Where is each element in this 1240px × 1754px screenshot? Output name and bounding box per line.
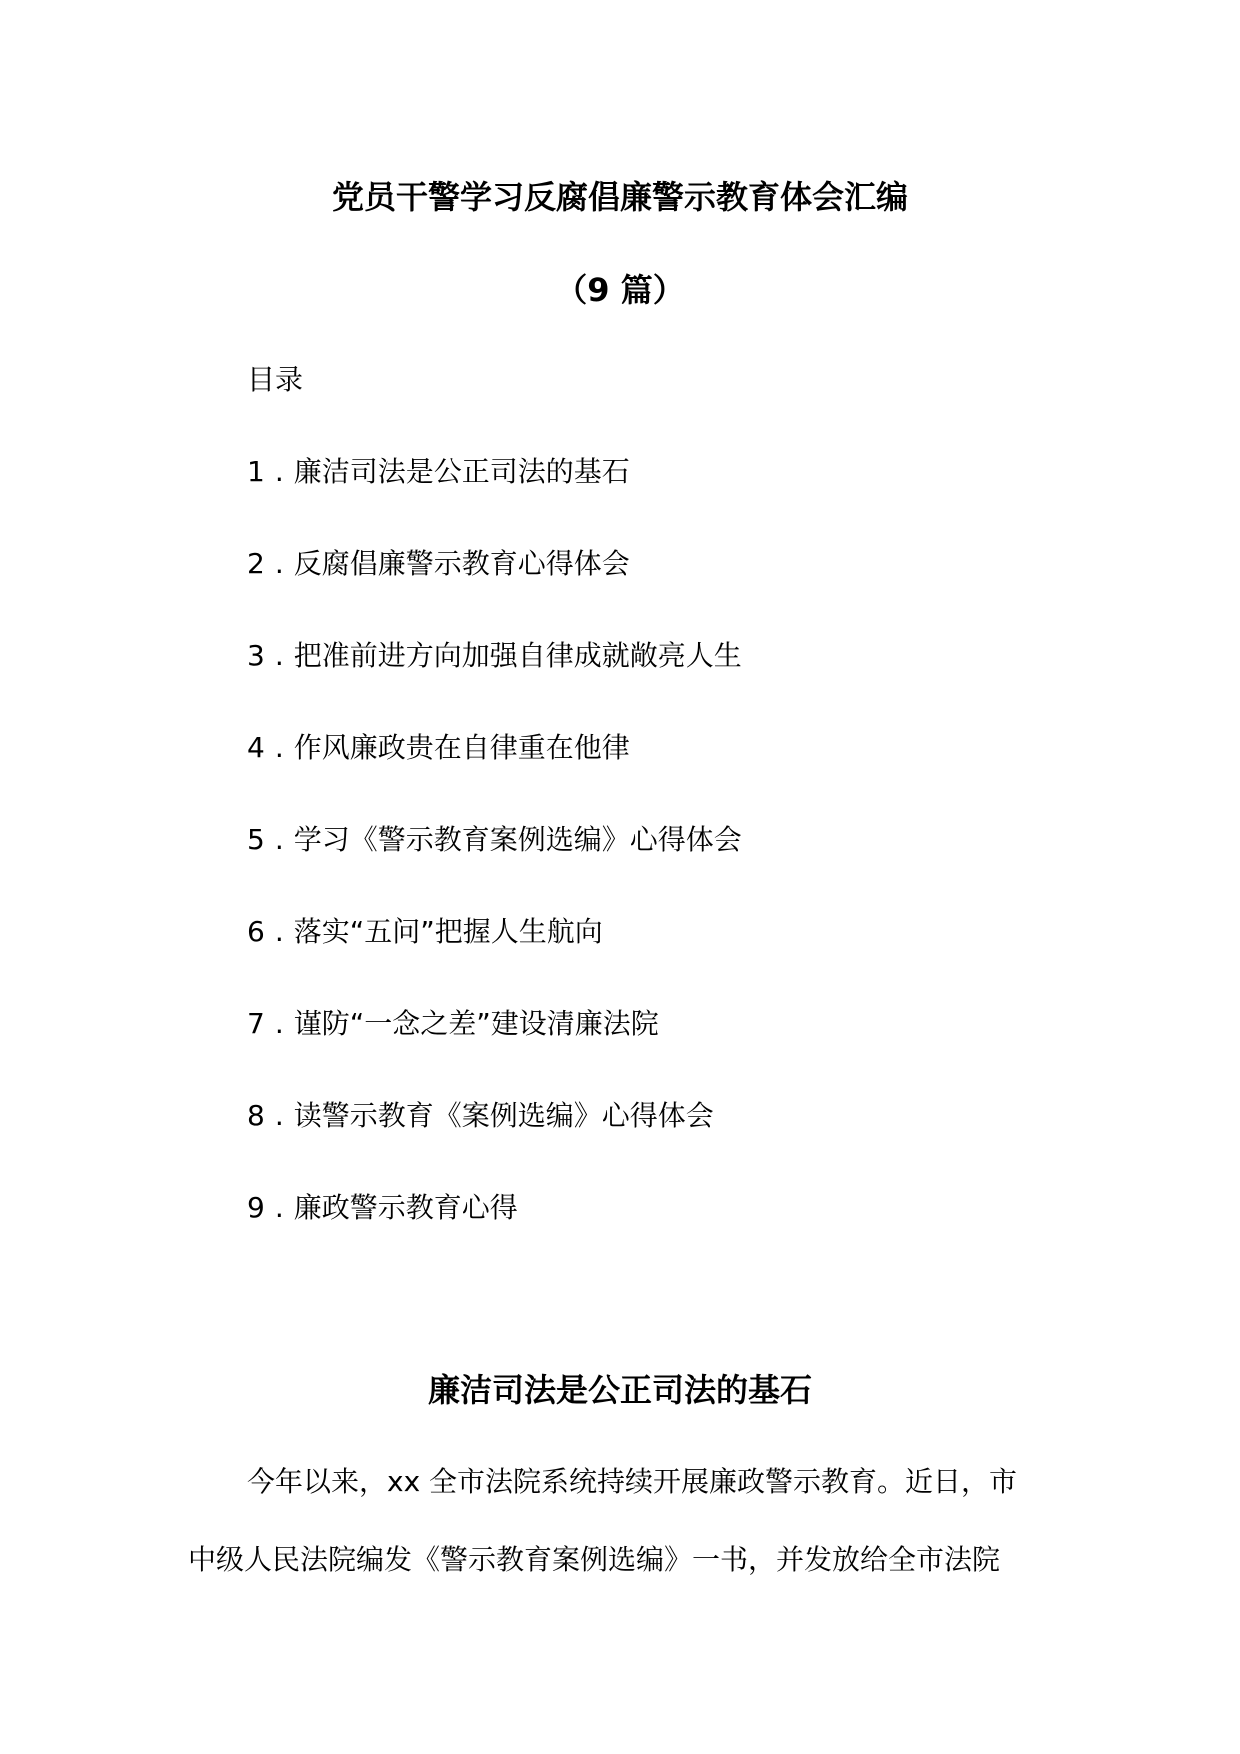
toc-heading: 目录	[247, 363, 304, 396]
toc-item	[247, 1006, 742, 1098]
toc-item-title: 学习《警示教育案例选编》心得体会	[293, 823, 742, 856]
toc-item-title: 读警示教育《案例选编》心得体会	[293, 1099, 714, 1132]
toc-item	[247, 730, 742, 822]
toc-item-separator: .	[274, 915, 284, 948]
toc-item-separator: .	[274, 547, 284, 580]
toc-item	[247, 546, 742, 638]
paragraph-line: 今年以来，xx 全市法院系统持续开展廉政警示教育。近日，市	[247, 1465, 1018, 1498]
paragraph-line: 中级人民法院编发《警示教育案例选编》一书，并发放给全市法院	[188, 1543, 1001, 1576]
toc-item-title: 廉洁司法是公正司法的基石	[293, 455, 630, 488]
toc-item	[247, 1190, 742, 1282]
toc-item-separator: .	[274, 1191, 284, 1224]
toc-item	[247, 1098, 742, 1190]
toc-item-title: 落实“五问”把握人生航向	[293, 915, 603, 948]
toc-item-separator: .	[274, 1099, 284, 1132]
toc-item	[247, 454, 742, 546]
toc-item-number: 5	[247, 823, 265, 856]
toc-item-separator: .	[274, 455, 284, 488]
toc-item-separator: .	[274, 639, 284, 672]
toc-item	[247, 914, 742, 1006]
document-subtitle: （9 篇）	[555, 271, 685, 309]
toc-item-separator: .	[274, 731, 284, 764]
toc-item-number: 6	[247, 915, 265, 948]
table-of-contents	[247, 454, 742, 1282]
toc-item-title: 把准前进方向加强自律成就敞亮人生	[293, 639, 742, 672]
toc-item-number: 7	[247, 1007, 265, 1040]
document-title: 党员干警学习反腐倡廉警示教育体会汇编	[331, 178, 908, 216]
toc-item-number: 4	[247, 731, 265, 764]
toc-item	[247, 638, 742, 730]
toc-item-title: 廉政警示教育心得	[293, 1191, 518, 1224]
section-title: 廉洁司法是公正司法的基石	[427, 1371, 812, 1409]
toc-item-title: 谨防“一念之差”建设清廉法院	[293, 1007, 659, 1040]
toc-item-separator: .	[274, 823, 284, 856]
toc-item-number: 9	[247, 1191, 265, 1224]
toc-item-number: 3	[247, 639, 265, 672]
toc-item-number: 8	[247, 1099, 265, 1132]
toc-item-number: 1	[247, 455, 265, 488]
toc-item-title: 作风廉政贵在自律重在他律	[293, 731, 630, 764]
toc-item	[247, 822, 742, 914]
toc-item-number: 2	[247, 547, 265, 580]
toc-item-separator: .	[274, 1007, 284, 1040]
toc-item-title: 反腐倡廉警示教育心得体会	[293, 547, 630, 580]
